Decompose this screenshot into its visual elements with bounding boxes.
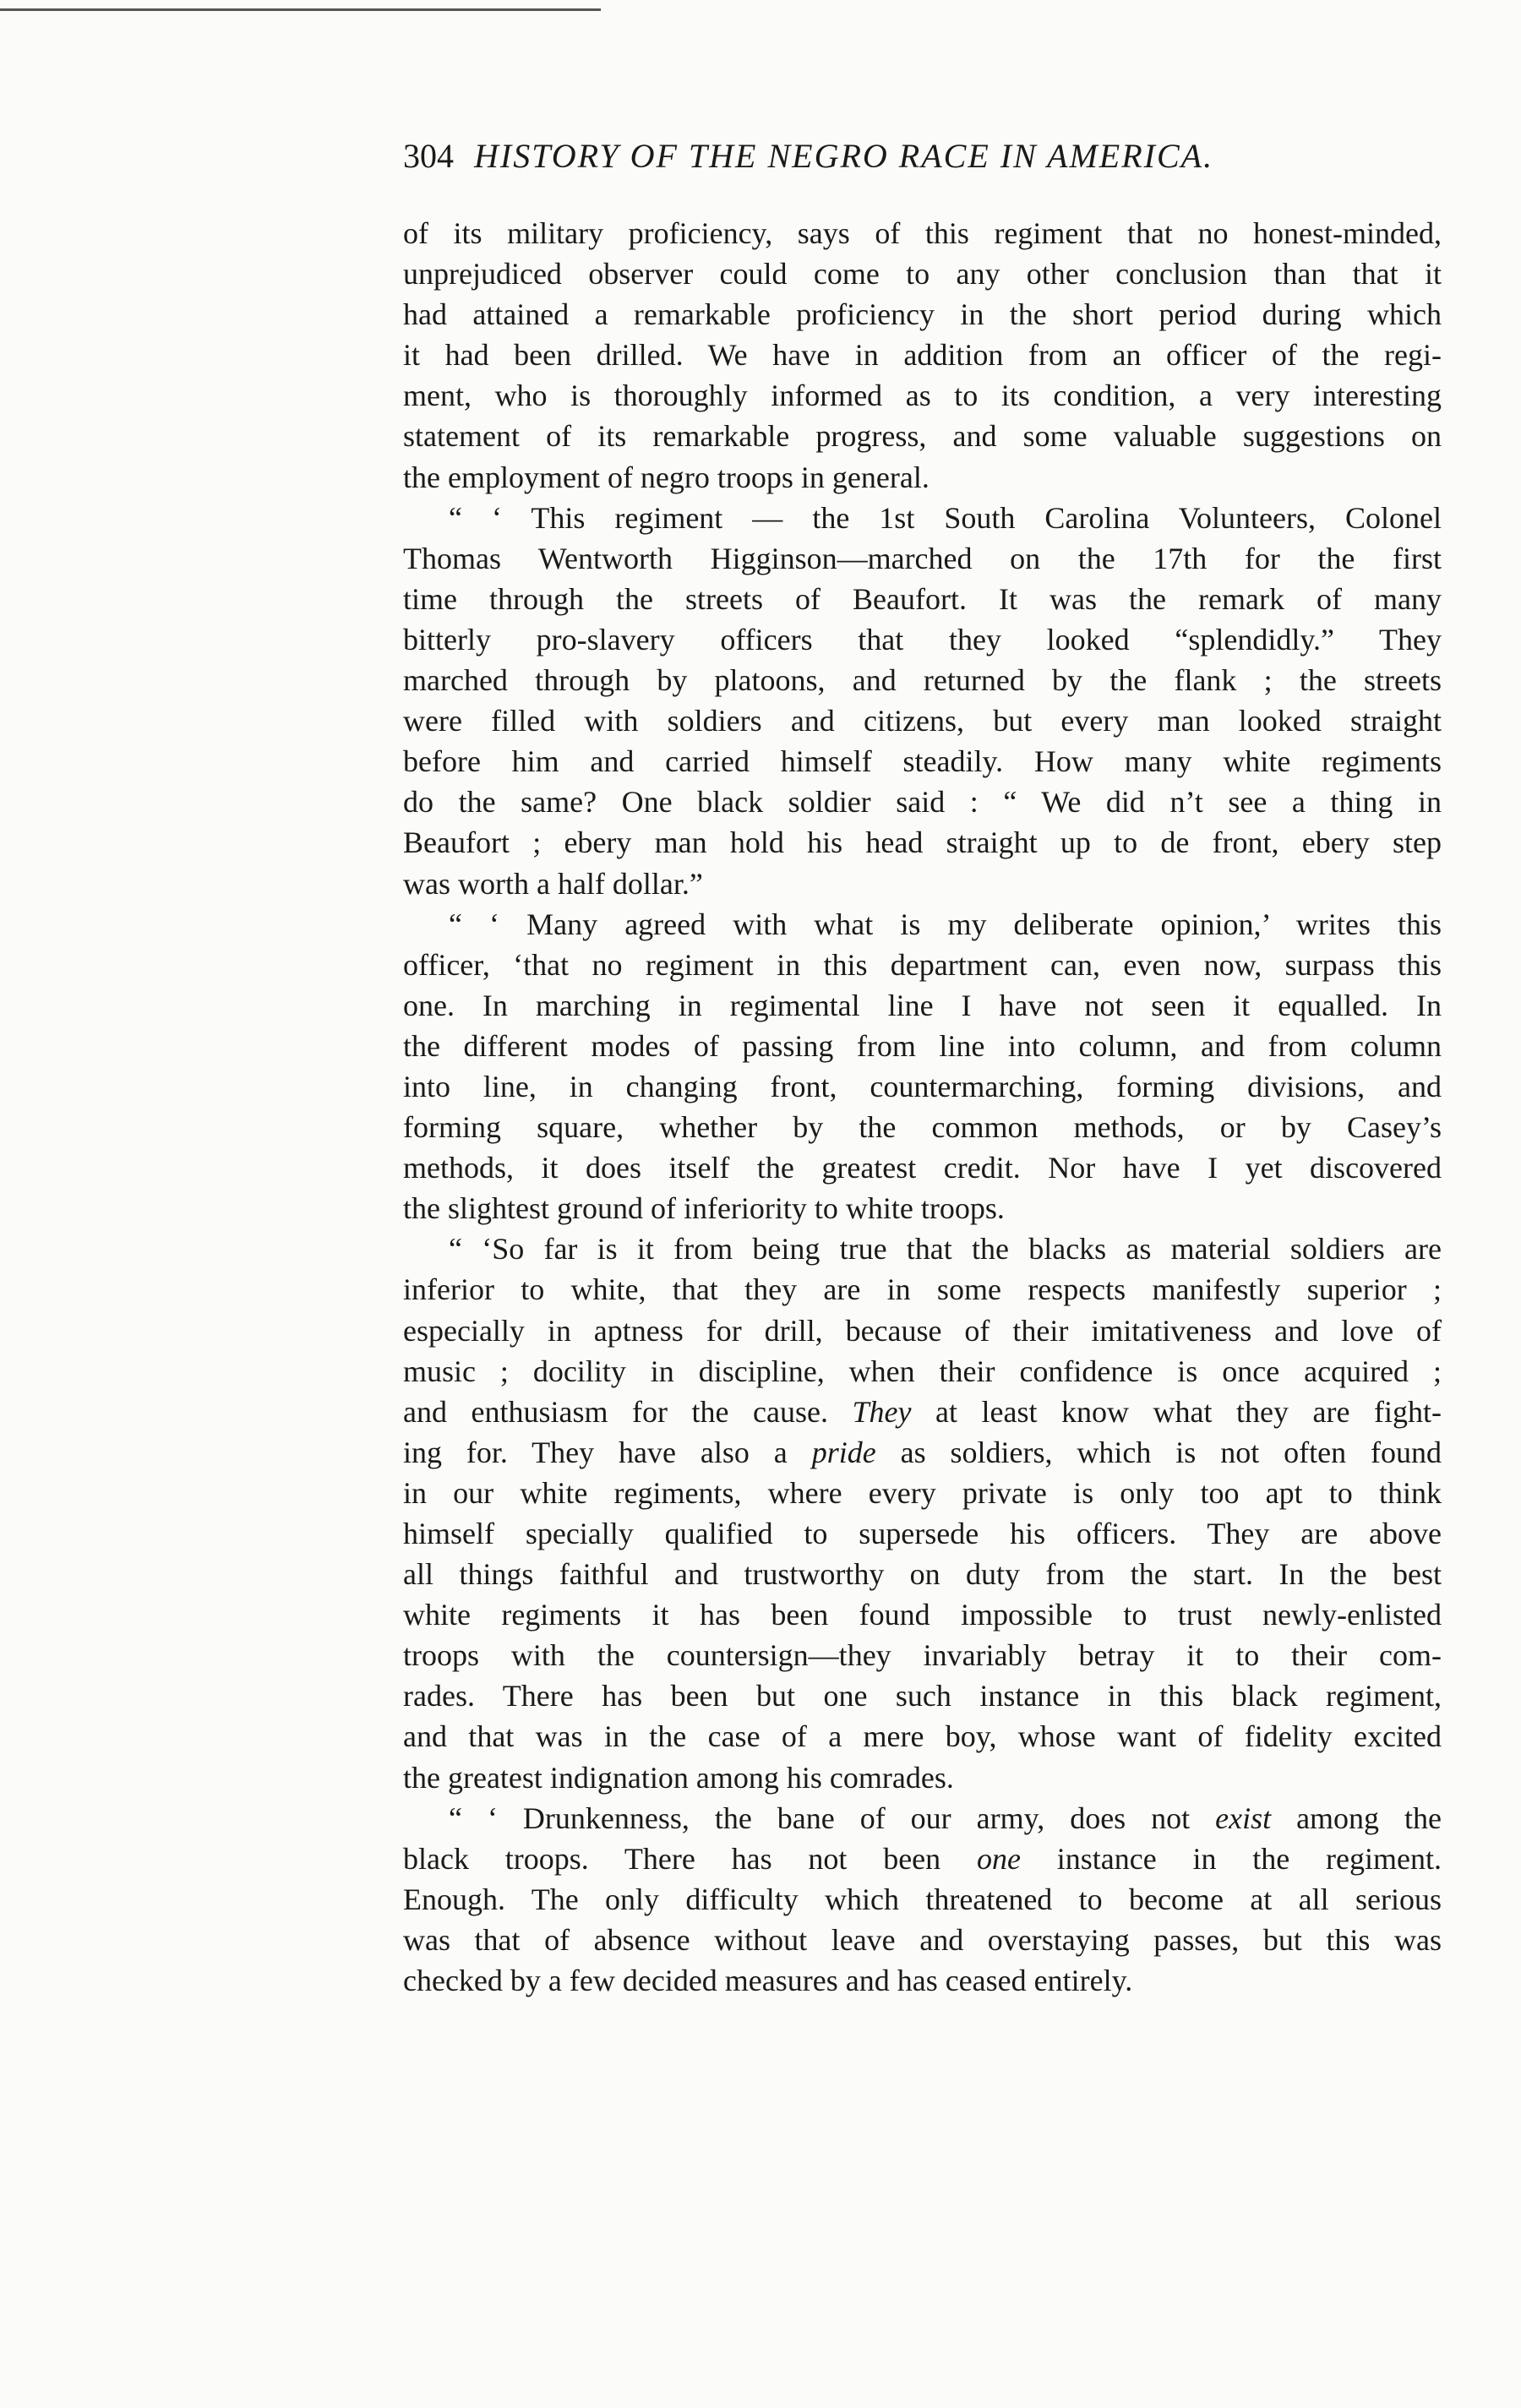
- text-line: it had been drilled. We have in addition from an officer of the regi-: [403, 338, 1442, 373]
- text-line: “ ‘So far is it from being true that the blacks as material soldiers are: [449, 1232, 1442, 1267]
- text-line: the employment of negro troops in general.: [403, 460, 930, 494]
- text-line: one. In marching in regimental line I have not seen it equalled. In: [403, 988, 1442, 1022]
- running-header: [403, 135, 1417, 177]
- text-line: black troops. There has not been one instance in the regiment.: [403, 1841, 1442, 1876]
- text-line: was worth a half dollar.”: [403, 866, 703, 901]
- paragraph: [403, 904, 1442, 1229]
- text-line: “ ‘ Many agreed with what is my deliberate opinion,’ writes this: [449, 907, 1442, 941]
- text-line: the greatest indignation among his comrades.: [403, 1760, 954, 1795]
- text-line: before him and carried himself steadily. How many white regiments: [403, 744, 1442, 779]
- text-line: the slightest ground of inferiority to white troops.: [403, 1191, 1005, 1226]
- text-line: officer, ‘that no regiment in this department can, even now, surpass this: [403, 947, 1442, 982]
- text-line: all things faithful and trustworthy on duty from the start. In the best: [403, 1557, 1442, 1592]
- text-line: “ ‘ This regiment — the 1st South Carolina Volunteers, Colonel: [449, 500, 1442, 535]
- text-line: and enthusiasm for the cause. They at least know what they are fight-: [403, 1394, 1442, 1429]
- body-text: [403, 213, 1442, 2001]
- text-line: music ; docility in discipline, when their confidence is once acquired ;: [403, 1354, 1442, 1388]
- text-line: troops with the countersign—they invariably betray it to their com-: [403, 1638, 1442, 1673]
- paragraph: [403, 1798, 1442, 2001]
- text-line: especially in aptness for drill, because of their imitativeness and love of: [403, 1313, 1442, 1348]
- italic-word: one: [976, 1841, 1021, 1876]
- text-line: was that of absence without leave and overstaying passes, but this was: [403, 1922, 1442, 1957]
- text-line: forming square, whether by the common methods, or by Casey’s: [403, 1110, 1442, 1145]
- text-line: himself specially qualified to supersede his officers. They are above: [403, 1517, 1442, 1550]
- paragraph: [403, 498, 1442, 904]
- text-line: Enough. The only difficulty which threatened to become at all serious: [403, 1882, 1442, 1916]
- text-line: “ ‘ Drunkenness, the bane of our army, does not exist among the: [449, 1801, 1442, 1835]
- text-line: ment, who is thoroughly informed as to its condition, a very interesting: [403, 379, 1442, 413]
- text-line: do the same? One black soldier said : “ We did n’t see a thing in: [403, 785, 1442, 820]
- text-line: white regiments it has been found impossible to trust newly-enlisted: [403, 1598, 1442, 1632]
- text-line: inferior to white, that they are in some respects manifestly superior ;: [403, 1272, 1442, 1307]
- text-line: rades. There has been but one such instance in this black regiment,: [403, 1679, 1442, 1713]
- text-line: had attained a remarkable proficiency in the short period during which: [403, 297, 1442, 332]
- text-line: and that was in the case of a mere boy, whose want of fidelity excited: [403, 1719, 1442, 1754]
- paragraph: [403, 213, 1442, 498]
- text-line: methods, it does itself the greatest credit. Nor have I yet discovered: [403, 1151, 1442, 1185]
- text-line: Thomas Wentworth Higginson—marched on the 17th for the first: [403, 541, 1442, 575]
- top-rule: [0, 8, 601, 11]
- text-line: into line, in changing front, countermarching, forming divisions, and: [403, 1069, 1442, 1103]
- italic-word: pride: [811, 1435, 876, 1469]
- page-number: 304: [403, 137, 454, 175]
- text-line: were filled with soldiers and citizens, but every man looked straight: [403, 704, 1442, 738]
- paragraph: [403, 1229, 1442, 1797]
- text-line: unprejudiced observer could come to any other conclusion than that it: [403, 257, 1442, 291]
- text-line: the different modes of passing from line into column, and from column: [403, 1028, 1442, 1063]
- text-line: marched through by platoons, and returned by the flank ; the streets: [403, 663, 1442, 698]
- text-line: ing for. They have also a pride as soldiers, which is not often found: [403, 1435, 1442, 1469]
- italic-word: exist: [1215, 1801, 1272, 1835]
- text-line: of its military proficiency, says of this regiment that no honest-minded,: [403, 216, 1442, 250]
- italic-word: They: [852, 1394, 912, 1429]
- text-line: Beaufort ; ebery man hold his head straight up to de front, ebery step: [403, 825, 1442, 860]
- text-line: statement of its remarkable progress, and some valuable suggestions on: [403, 419, 1442, 454]
- text-line: checked by a few decided measures and has ceased entirely.: [403, 1964, 1133, 1998]
- text-line: bitterly pro-slavery officers that they looked “splendidly.” They: [403, 622, 1442, 656]
- running-title: HISTORY OF THE NEGRO RACE IN AMERICA.: [474, 137, 1214, 175]
- text-line: in our white regiments, where every private is only too apt to think: [403, 1475, 1442, 1510]
- text-line: time through the streets of Beaufort. It was the remark of many: [403, 581, 1442, 616]
